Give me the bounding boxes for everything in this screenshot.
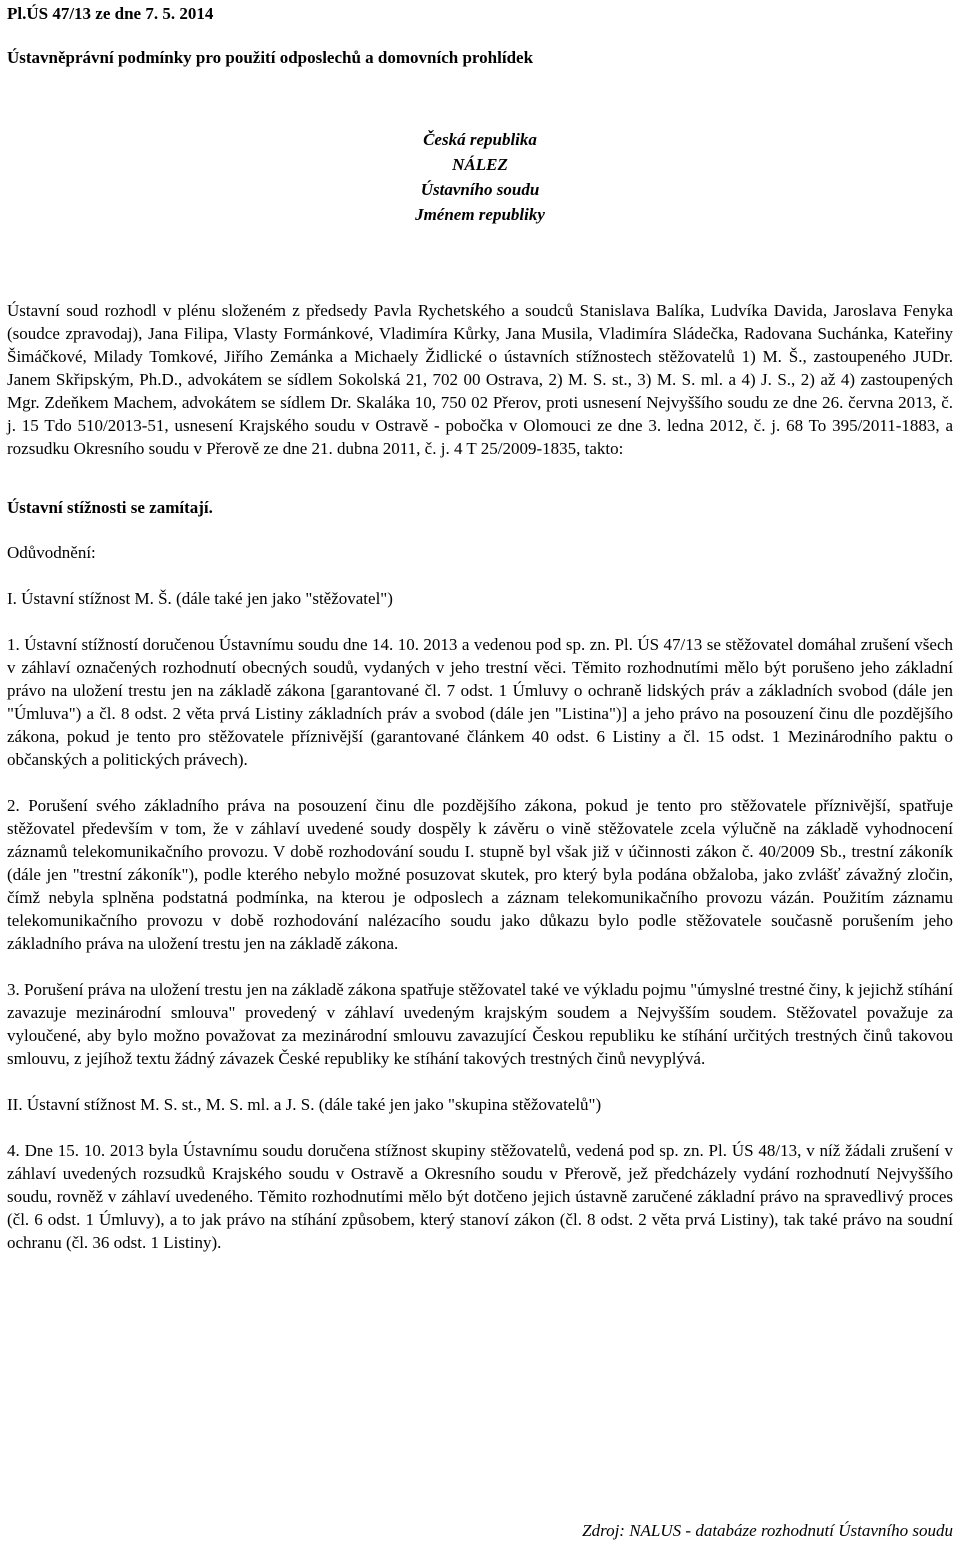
paragraph-2: 2. Porušení svého základního práva na posouzení činu dle pozdějšího zákona, pokud je tento pro stěžovatele příznivější, spatřuje stěžovatel především v tom, že v záhlaví uvedené soudy dospěly k závěru o vině stěžovatele zcela výlučně na základě vyhodnocení záznamů telekomunikačního provozu. V době rozhodování soudu I. stupně byl však již v účinnosti zákon č. 40/2009 Sb., trestní zákoník (dále jen "trestní zákoník"), podle kterého nebylo možné posuzovat skutek, pro který byla podána obžaloba, jako zvlášť závažný zločin, čímž nebyla splněna podstatná podmínka, na kterou je odposlech a záznam telekomunikačního provozu vázán. Použitím záznamu telekomunikačního provozu v době rozhodování nalézacího soudu jako důkazu bylo podle stěžovatele současně porušením jeho základního práva na uložení trestu jen na základě zákona. (7, 796, 953, 953)
intro-paragraph: Ústavní soud rozhodl v plénu složeném z předsedy Pavla Rychetského a soudců Stanislava Balíka, Ludvíka Davida, Jaroslava Fenyka (soudce zpravodaj), Jana Filipa, Vlasty Formánkové, Vladimíra Kůrky, Jana Musila, Vladimíra Sládečka, Radovana Suchánka, Kateřiny Šimáčkové, Milady Tomkové, Jiřího Zemánka a Michaely Židlické o ústavních stížnostech stěžovatelů 1) M. Š., zastoupeného JUDr. Janem Skřipským, Ph.D., advokátem se sídlem Sokolská 21, 702 00 Ostrava, 2) M. S. st., 3) M. S. ml. a 4) J. S., 2) až 4) zastoupených Mgr. Zdeňkem Machem, advokátem se sídlem Dr. Skaláka 10, 750 02 Přerov, proti usnesení Nejvyššího soudu ze dne 26. června 2013, č. j. 15 Tdo 510/2013-51, usnesení Krajského soudu v Ostravě - pobočka v Olomouci ze dne 3. ledna 2012, č. j. 68 To 395/2011-1883, a rozsudku Okresního soudu v Přerově ze dne 21. dubna 2011, č. j. 4 T 25/2009-1835, takto: (7, 301, 953, 458)
section-heading-2: II. Ústavní stížnost M. S. st., M. S. ml. a J. S. (dále také jen jako "skupina stěžovatelů") (7, 1095, 602, 1114)
judgment-heading (7, 127, 953, 227)
document-page (7, 0, 953, 1254)
verdict: Ústavní stížnosti se zamítají. (7, 498, 213, 517)
heading-country: Česká republika (423, 130, 537, 149)
section-heading-1: I. Ústavní stížnost M. Š. (dále také jen jako "stěžovatel") (7, 589, 393, 608)
heading-republic: Jménem republiky (415, 205, 545, 224)
paragraph-4: 4. Dne 15. 10. 2013 byla Ústavnímu soudu doručena stížnost skupiny stěžovatelů, vedená pod sp. zn. Pl. ÚS 48/13, v níž žádali zrušení v záhlaví uvedených rozsudků Krajského soudu v Ostravě a Okresního soudu v Přerově, jež předcházely vydání rozhodnutí Nejvyššího soudu, rovněž v záhlaví uvedeného. Těmito rozhodnutími mělo být dotčeno jejich ústavně zaručené základní právo na spravedlivý proces (čl. 6 odst. 1 Úmluvy), a to jak právo na stíhání způsobem, který stanoví zákon (čl. 8 odst. 2 věta prvá Listiny), tak také právo na soudní ochranu (čl. 36 odst. 1 Listiny). (7, 1141, 953, 1252)
source-footer: Zdroj: NALUS - databáze rozhodnutí Ústavního soudu (582, 1521, 953, 1540)
case-reference: Pl.ÚS 47/13 ze dne 7. 5. 2014 (7, 4, 214, 23)
paragraph-1: 1. Ústavní stížností doručenou Ústavnímu soudu dne 14. 10. 2013 a vedenou pod sp. zn. Pl. ÚS 47/13 se stěžovatel domáhal zrušení všech v záhlaví označených rozhodnutí obecných soudů, vydaných v jeho trestní věci. Těmito rozhodnutími mělo být porušeno jeho základní právo na uložení trestu jen na základě zákona [garantované čl. 7 odst. 1 Úmluvy o ochraně lidských práv a základních svobod (dále jen "Úmluva") a čl. 8 odst. 2 věta prvá Listiny základních práv a svobod (dále jen "Listina")] a jeho právo na posouzení činu dle pozdějšího zákona, pokud je tento pro stěžovatele příznivější (garantované článkem 40 odst. 6 Listiny a čl. 15 odst. 1 Mezinárodního paktu o občanských a politických právech). (7, 635, 953, 769)
heading-type: NÁLEZ (452, 155, 508, 174)
heading-court: Ústavního soudu (420, 180, 540, 199)
reasons-label: Odůvodnění: (7, 543, 96, 562)
document-title: Ústavněprávní podmínky pro použití odposlechů a domovních prohlídek (7, 48, 534, 67)
paragraph-3: 3. Porušení práva na uložení trestu jen na základě zákona spatřuje stěžovatel také ve výkladu pojmu "úmyslné trestné činy, k jejichž stíhání zavazuje mezinárodní smlouva" provedený v záhlaví uvedeným krajským soudem a Nejvyšším soudem. Stěžovatel považuje za vyloučené, aby bylo možno považovat za mezinárodní smlouvu zavazující Českou republiku ke stíhání určitých trestných činů takovou smlouvu, z jejíhož textu žádný závazek České republiky ke stíhání takových trestných činů nevyplývá. (7, 980, 953, 1068)
